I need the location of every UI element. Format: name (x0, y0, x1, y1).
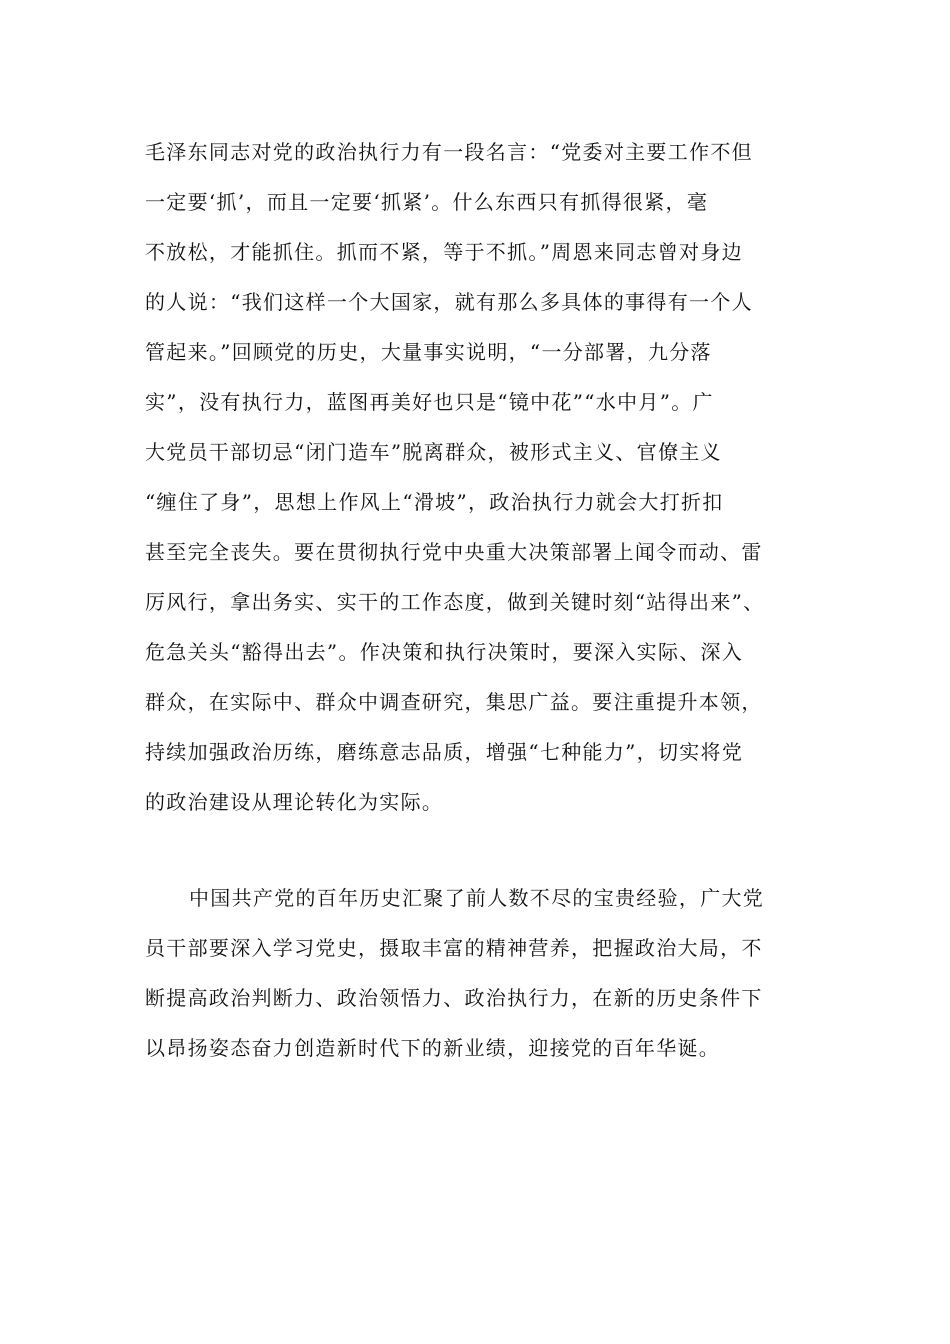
text-line: 管起来。”回顾党的历史，大量事实说明，“一分部署，九分落 (145, 340, 712, 364)
text-line: 厉风行，拿出务实、实干的工作态度，做到关键时刻“站得出来”、 (145, 590, 765, 614)
text-line: 毛泽东同志对党的政治执行力有一段名言：“党委对主要工作不但 (145, 140, 753, 164)
body-paragraph-2 (145, 873, 805, 1073)
text-line: 断提高政治判断力、政治领悟力、政治执行力，在新的历史条件下 (145, 986, 763, 1010)
text-line: 一定要‘抓’，而且一定要‘抓紧’。什么东西只有抓得很紧，毫 (145, 190, 709, 214)
text-line: 实”，没有执行力，蓝图再美好也只是“镜中花”“水中月”。广 (145, 390, 714, 414)
text-line: 员干部要深入学习党史，摄取丰富的精神营养，把握政治大局，不 (145, 936, 763, 960)
text-line: 的人说：“我们这样一个大国家，就有那么多具体的事得有一个人 (145, 290, 753, 314)
text-line: 大党员干部切忌“闭门造车”脱离群众，被形式主义、官僚主义 (145, 440, 722, 464)
text-line: 不放松，才能抓住。抓而不紧，等于不抓。”周恩来同志曾对身边 (145, 240, 743, 264)
body-paragraph-1 (145, 127, 805, 827)
text-line: 群众，在实际中、群众中调查研究，集思广益。要注重提升本领， (145, 690, 763, 714)
text-line: 以昂扬姿态奋力创造新时代下的新业绩，迎接党的百年华诞。 (145, 1036, 721, 1060)
text-line: 危急关头“豁得出去”。作决策和执行决策时，要深入实际、深入 (145, 640, 744, 664)
text-line: 的政治建设从理论转化为实际。 (145, 790, 444, 814)
text-line: “缠住了身”，思想上作风上“滑坡”，政治执行力就会大打折扣 (145, 490, 724, 514)
text-line: 甚至完全丧失。要在贯彻执行党中央重大决策部署上闻令而动、雷 (145, 540, 763, 564)
text-line: 中国共产党的百年历史汇聚了前人数不尽的宝贵经验，广大党 (189, 886, 765, 910)
text-line: 持续加强政治历练，磨练意志品质，增强“七种能力”，切实将党 (145, 740, 744, 764)
